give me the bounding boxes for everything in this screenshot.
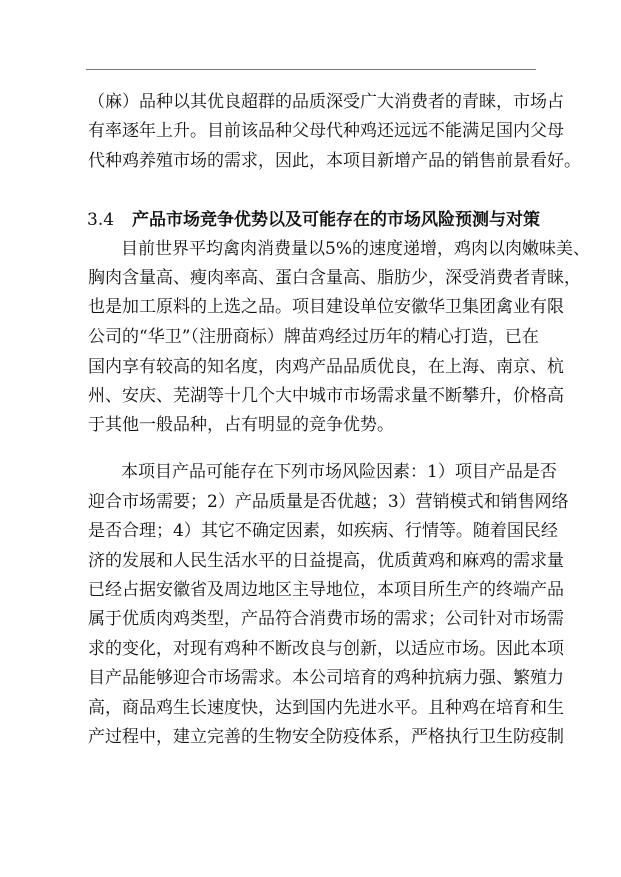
text-line: 是否合理；4）其它不确定因素，如疾病、行情等。随着国民经 [88,521,558,541]
text-line: 也是加工原料的上选之品。项目建设单位安徽华卫集团禽业有限 [88,297,564,317]
section-number: 3.4 [87,210,115,230]
text-line: 目产品能够迎合市场需求。本公司培育的鸡种抗病力强、繁殖力 [88,668,564,688]
text-line: 代种鸡养殖市场的需求，因此，本项目新增产品的销售前景看好。 [88,151,581,171]
text-line: （麻）品种以其优良超群的品质深受广大消费者的青睐，市场占 [88,92,564,112]
text-line: 迎合市场需要；2）产品质量是否优越；3）营销模式和销售网络 [88,492,569,512]
header-rule [86,69,536,70]
text-line: 胸肉含量高、瘦肉率高、蛋白含量高、脂肪少，深受消费者青睐， [88,268,581,288]
text-line: 高，商品鸡生长速度快，达到国内先进水平。且种鸡在培育和生 [88,698,564,718]
section-heading [87,210,540,230]
section-title: 产品市场竞争优势以及可能存在的市场风险预测与对策 [132,210,541,230]
text-line: 已经占据安徽省及周边地区主导地位，本项目所生产的终端产品 [88,580,564,600]
text-line: 公司的“华卫”（注册商标）牌苗鸡经过历年的精心打造，已在 [88,327,539,347]
text-line: 属于优质肉鸡类型，产品符合消费市场的需求；公司针对市场需 [88,609,564,629]
text-line: 济的发展和人民生活水平的日益提高，优质黄鸡和麻鸡的需求量 [88,551,564,571]
text-line: 目前世界平均禽肉消费量以5%的速度递增，鸡肉以肉嫩味美、 [121,239,590,259]
text-line: 本项目产品可能存在下列市场风险因素：1）项目产品是否 [121,462,557,482]
text-line: 于其他一般品种，占有明显的竞争优势。 [88,415,394,435]
text-line: 国内享有较高的知名度，肉鸡产品品质优良，在上海、南京、杭 [88,357,564,377]
text-line: 产过程中，建立完善的生物安全防疫体系，严格执行卫生防疫制 [88,727,564,747]
text-line: 州、安庆、芜湖等十几个大中城市市场需求量不断攀升，价格高 [88,386,564,406]
text-line: 有率逐年上升。目前该品种父母代种鸡还远远不能满足国内父母 [88,121,564,141]
text-line: 求的变化，对现有鸡种不断改良与创新，以适应市场。因此本项 [88,639,564,659]
